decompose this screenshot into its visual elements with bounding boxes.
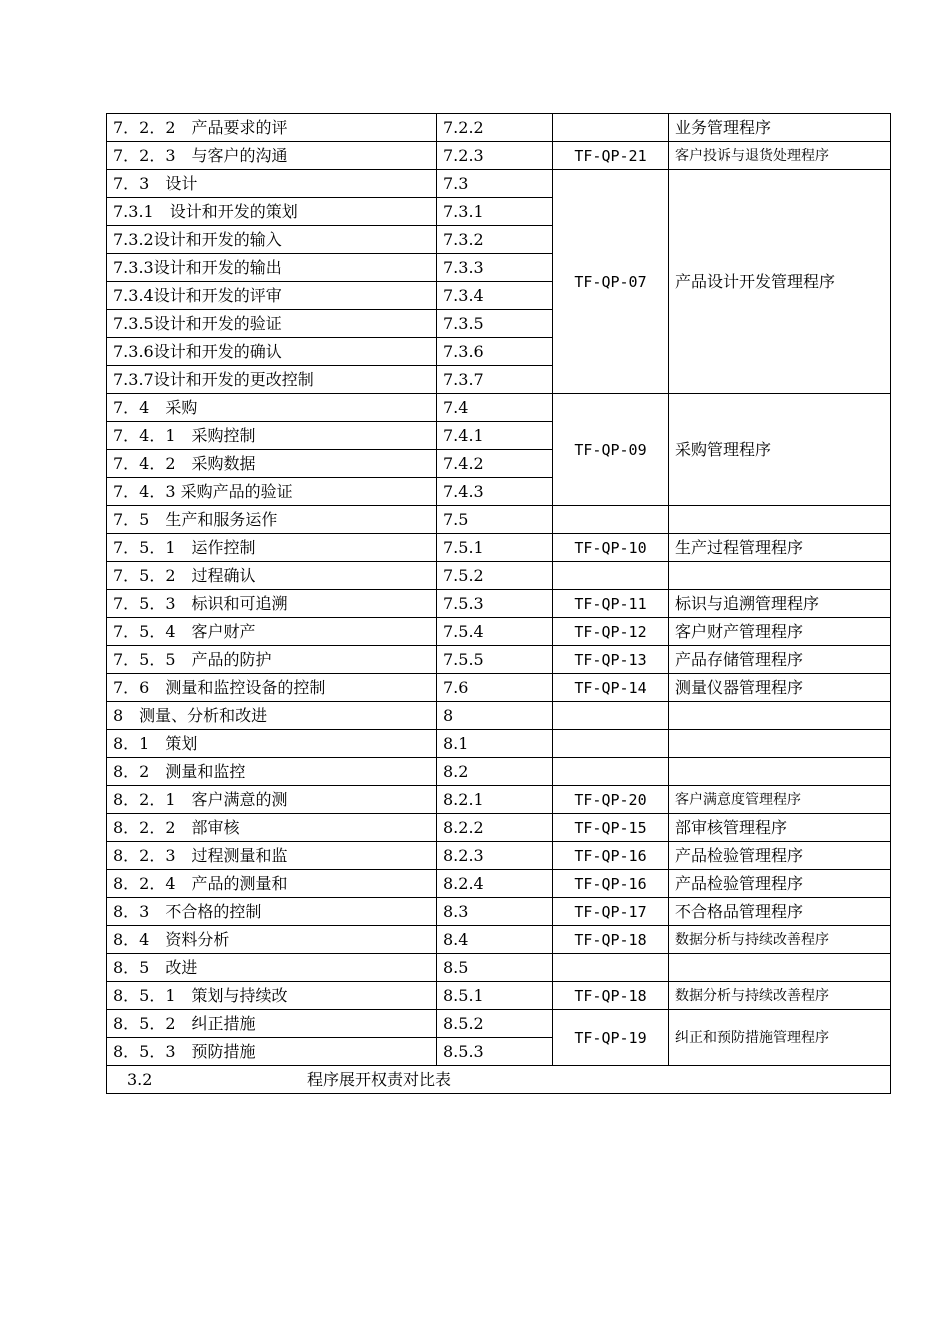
- procedure-name: 产品检验管理程序: [669, 842, 891, 870]
- clause-number: 8.5.1: [437, 982, 553, 1010]
- clause-title: 7.3.5设计和开发的验证: [107, 310, 437, 338]
- clause-number: 8: [437, 702, 553, 730]
- table-row: [107, 394, 891, 422]
- clause-title: 8．5．2 纠正措施: [107, 1010, 437, 1038]
- clause-number: 7.5.1: [437, 534, 553, 562]
- procedure-code: [553, 506, 669, 534]
- clause-title: 7．2．2 产品要求的评: [107, 114, 437, 142]
- clause-title: 7.3.3设计和开发的输出: [107, 254, 437, 282]
- table-row: [107, 142, 891, 170]
- procedure-code: [553, 702, 669, 730]
- clause-number: 7.3: [437, 170, 553, 198]
- clause-number: 8.2.4: [437, 870, 553, 898]
- procedure-name: 客户满意度管理程序: [669, 786, 891, 814]
- table-row: [107, 170, 891, 198]
- clause-number: 8.5.2: [437, 1010, 553, 1038]
- procedure-name: [669, 730, 891, 758]
- procedure-name: 生产过程管理程序: [669, 534, 891, 562]
- table-row: [107, 674, 891, 702]
- procedure-name: 客户财产管理程序: [669, 618, 891, 646]
- clause-number: 8.2.3: [437, 842, 553, 870]
- procedure-name: 客户投诉与退货处理程序: [669, 142, 891, 170]
- procedure-code: TF-QP-16: [553, 870, 669, 898]
- procedure-name: 产品存储管理程序: [669, 646, 891, 674]
- clause-title: 7．5 生产和服务运作: [107, 506, 437, 534]
- procedure-name: 测量仪器管理程序: [669, 674, 891, 702]
- procedure-code: TF-QP-21: [553, 142, 669, 170]
- clause-title: 8．2．3 过程测量和监: [107, 842, 437, 870]
- procedure-code: [553, 562, 669, 590]
- procedure-name: [669, 758, 891, 786]
- clause-number: 7.3.1: [437, 198, 553, 226]
- clause-title: 8．2．1 客户满意的测: [107, 786, 437, 814]
- clause-title: 7．4．3 采购产品的验证: [107, 478, 437, 506]
- table-row: [107, 590, 891, 618]
- clause-number: 7.2.3: [437, 142, 553, 170]
- table-row: [107, 954, 891, 982]
- clause-title: 8 测量、分析和改进: [107, 702, 437, 730]
- clause-title: 8．5．3 预防措施: [107, 1038, 437, 1066]
- clause-title: 7.3.2设计和开发的输入: [107, 226, 437, 254]
- clause-title: 8．3 不合格的控制: [107, 898, 437, 926]
- clause-title: 7.3.4设计和开发的评审: [107, 282, 437, 310]
- clause-title: 8．4 资料分析: [107, 926, 437, 954]
- clause-title: 7．5．1 运作控制: [107, 534, 437, 562]
- clause-number: 7.5: [437, 506, 553, 534]
- table-row: [107, 982, 891, 1010]
- table-body: [107, 114, 891, 1066]
- procedure-code: TF-QP-14: [553, 674, 669, 702]
- clause-number: 8.1: [437, 730, 553, 758]
- procedure-name: 纠正和预防措施管理程序: [669, 1010, 891, 1066]
- clause-title: 8．2．4 产品的测量和: [107, 870, 437, 898]
- table-row: [107, 618, 891, 646]
- clause-number: 8.4: [437, 926, 553, 954]
- clause-title: 7．5．5 产品的防护: [107, 646, 437, 674]
- procedure-name: [669, 506, 891, 534]
- clause-title: 7.3.6设计和开发的确认: [107, 338, 437, 366]
- procedure-name: 数据分析与持续改善程序: [669, 926, 891, 954]
- procedure-name: [669, 954, 891, 982]
- procedure-code: TF-QP-10: [553, 534, 669, 562]
- clause-number: 7.3.4: [437, 282, 553, 310]
- table-row: [107, 1010, 891, 1038]
- footer-cell: [107, 1066, 891, 1094]
- clause-number: 7.3.7: [437, 366, 553, 394]
- clause-title: 7．4．1 采购控制: [107, 422, 437, 450]
- table-row: [107, 646, 891, 674]
- procedure-code: TF-QP-18: [553, 982, 669, 1010]
- table-row: [107, 730, 891, 758]
- procedure-code: TF-QP-13: [553, 646, 669, 674]
- clause-number: 8.5.3: [437, 1038, 553, 1066]
- table-row: [107, 814, 891, 842]
- clause-title: 8．2．2 部审核: [107, 814, 437, 842]
- clause-number: 7.4.2: [437, 450, 553, 478]
- clause-number: 7.5.3: [437, 590, 553, 618]
- procedure-code: [553, 758, 669, 786]
- procedure-name: 产品检验管理程序: [669, 870, 891, 898]
- procedure-name: [669, 702, 891, 730]
- clause-number: 7.4.1: [437, 422, 553, 450]
- footer-row: [107, 1066, 891, 1094]
- procedure-code: TF-QP-17: [553, 898, 669, 926]
- clause-title: 8．5．1 策划与持续改: [107, 982, 437, 1010]
- clause-title: 7．5．3 标识和可追溯: [107, 590, 437, 618]
- clause-title: 7．5．4 客户财产: [107, 618, 437, 646]
- clause-number: 7.3.2: [437, 226, 553, 254]
- procedure-code: TF-QP-11: [553, 590, 669, 618]
- procedure-code: TF-QP-12: [553, 618, 669, 646]
- procedure-name: 数据分析与持续改善程序: [669, 982, 891, 1010]
- clause-title: 7.3.7设计和开发的更改控制: [107, 366, 437, 394]
- table-row: [107, 842, 891, 870]
- clause-number: 8.5: [437, 954, 553, 982]
- clause-number: 7.4: [437, 394, 553, 422]
- clause-title: 8．1 策划: [107, 730, 437, 758]
- clause-title: 7．3 设计: [107, 170, 437, 198]
- clause-title: 7．4．2 采购数据: [107, 450, 437, 478]
- clause-title: 8．5 改进: [107, 954, 437, 982]
- clause-number: 8.2: [437, 758, 553, 786]
- table-row: [107, 926, 891, 954]
- procedure-code: TF-QP-18: [553, 926, 669, 954]
- clause-title: 7.3.1 设计和开发的策划: [107, 198, 437, 226]
- table-row: [107, 702, 891, 730]
- clause-title: 7．6 测量和监控设备的控制: [107, 674, 437, 702]
- table-row: [107, 786, 891, 814]
- clause-number: 7.3.5: [437, 310, 553, 338]
- table-row: [107, 114, 891, 142]
- clause-number: 8.2.1: [437, 786, 553, 814]
- procedure-code: TF-QP-16: [553, 842, 669, 870]
- clause-number: 7.4.3: [437, 478, 553, 506]
- section-title: 程序展开权责对比表: [307, 1069, 452, 1089]
- section-number: 3.2: [127, 1069, 153, 1089]
- procedure-name: 标识与追溯管理程序: [669, 590, 891, 618]
- procedure-name: 部审核管理程序: [669, 814, 891, 842]
- procedure-code: [553, 730, 669, 758]
- clause-title: 7．5．2 过程确认: [107, 562, 437, 590]
- table-row: [107, 758, 891, 786]
- procedure-code: TF-QP-20: [553, 786, 669, 814]
- clause-number: 7.2.2: [437, 114, 553, 142]
- clause-number: 7.6: [437, 674, 553, 702]
- procedure-code: TF-QP-07: [553, 170, 669, 394]
- clause-procedure-table: [106, 113, 891, 1094]
- procedure-code: [553, 114, 669, 142]
- clause-number: 8.3: [437, 898, 553, 926]
- table-row: [107, 506, 891, 534]
- table-row: [107, 534, 891, 562]
- clause-number: 7.5.5: [437, 646, 553, 674]
- procedure-code: [553, 954, 669, 982]
- clause-number: 7.5.4: [437, 618, 553, 646]
- procedure-name: [669, 562, 891, 590]
- procedure-code: TF-QP-19: [553, 1010, 669, 1066]
- procedure-name: 不合格品管理程序: [669, 898, 891, 926]
- clause-number: 7.5.2: [437, 562, 553, 590]
- table-row: [107, 870, 891, 898]
- clause-number: 7.3.3: [437, 254, 553, 282]
- clause-number: 8.2.2: [437, 814, 553, 842]
- procedure-code: TF-QP-09: [553, 394, 669, 506]
- clause-title: 7．4 采购: [107, 394, 437, 422]
- procedure-code: TF-QP-15: [553, 814, 669, 842]
- procedure-name: 产品设计开发管理程序: [669, 170, 891, 394]
- procedure-name: 业务管理程序: [669, 114, 891, 142]
- table-row: [107, 562, 891, 590]
- table-row: [107, 898, 891, 926]
- procedure-name: 采购管理程序: [669, 394, 891, 506]
- clause-number: 7.3.6: [437, 338, 553, 366]
- clause-title: 7．2．3 与客户的沟通: [107, 142, 437, 170]
- clause-title: 8．2 测量和监控: [107, 758, 437, 786]
